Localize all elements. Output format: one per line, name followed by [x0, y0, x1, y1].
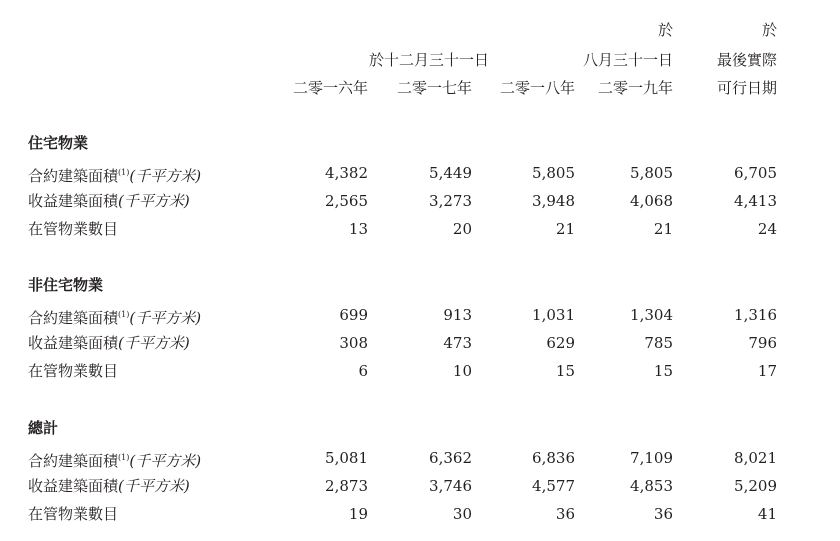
value-cell: 41: [757, 505, 777, 523]
value-cell: 15: [555, 362, 575, 380]
header-year-2019: 二零一九年: [597, 79, 673, 97]
value-cell: 6,705: [734, 164, 777, 182]
footnote-marker: (1): [118, 453, 130, 462]
row-label-text: 收益建築面積: [28, 477, 119, 495]
row-label: [28, 191, 190, 211]
row-label-text: 在管物業數目: [28, 505, 119, 523]
value-cell: 3,746: [429, 477, 472, 495]
row-label: [28, 333, 190, 353]
value-cell: 629: [546, 334, 575, 352]
value-cell: 36: [653, 505, 673, 523]
value-cell: 30: [452, 505, 472, 523]
row-label-text: 在管物業數目: [28, 362, 119, 380]
value-cell: 24: [757, 220, 777, 238]
value-cell: 5,805: [630, 164, 673, 182]
value-cell: 913: [443, 306, 472, 324]
value-cell: 1,304: [630, 306, 673, 324]
header-dec31-span: 於十二月三十一日: [368, 51, 489, 69]
value-cell: 36: [555, 505, 575, 523]
header-year-2017: 二零一七年: [396, 79, 472, 97]
value-cell: 3,948: [532, 192, 575, 210]
value-cell: 6: [358, 362, 368, 380]
value-cell: 1,031: [532, 306, 575, 324]
row-label: [28, 163, 201, 186]
row-unit: (千平方米): [118, 334, 190, 352]
value-cell: 10: [452, 362, 472, 380]
row-label: [28, 504, 118, 524]
footnote-marker: (1): [118, 168, 130, 177]
value-cell: 4,382: [325, 164, 368, 182]
value-cell: 21: [555, 220, 575, 238]
value-cell: 4,577: [532, 477, 575, 495]
value-cell: 796: [748, 334, 777, 352]
value-cell: 5,209: [734, 477, 777, 495]
row-label-text: 收益建築面積: [28, 192, 119, 210]
header-latest-practicable-line2: 可行日期: [716, 79, 777, 97]
section-title: 住宅物業: [28, 134, 89, 152]
value-cell: 699: [339, 306, 368, 324]
header-aug31: 八月三十一日: [582, 51, 673, 69]
row-unit: (千平方米): [118, 192, 190, 210]
value-cell: 5,805: [532, 164, 575, 182]
row-unit: (千平方米): [129, 309, 202, 327]
row-label-text: 收益建築面積: [28, 334, 119, 352]
value-cell: 6,362: [429, 449, 472, 467]
header-at-label-col4: 於: [657, 21, 673, 39]
value-cell: 785: [644, 334, 673, 352]
value-cell: 13: [348, 220, 368, 238]
value-cell: 8,021: [734, 449, 777, 467]
row-label-text: 合約建築面積: [28, 167, 119, 185]
header-year-2018: 二零一八年: [499, 79, 575, 97]
value-cell: 21: [653, 220, 673, 238]
value-cell: 3,273: [429, 192, 472, 210]
value-cell: 4,853: [630, 477, 673, 495]
header-year-2016: 二零一六年: [292, 79, 368, 97]
value-cell: 1,316: [734, 306, 777, 324]
row-label: [28, 448, 201, 471]
value-cell: 20: [452, 220, 472, 238]
row-unit: (千平方米): [118, 477, 190, 495]
row-label-text: 在管物業數目: [28, 220, 119, 238]
header-latest-practicable-line1: 最後實際: [716, 51, 777, 69]
row-unit: (千平方米): [129, 452, 202, 470]
value-cell: 6,836: [532, 449, 575, 467]
value-cell: 308: [339, 334, 368, 352]
section-title: 非住宅物業: [28, 276, 104, 294]
value-cell: 4,068: [630, 192, 673, 210]
value-cell: 4,413: [734, 192, 777, 210]
value-cell: 2,565: [325, 192, 368, 210]
value-cell: 473: [443, 334, 472, 352]
section-title: 總計: [28, 419, 59, 437]
value-cell: 19: [348, 505, 368, 523]
value-cell: 5,081: [325, 449, 368, 467]
row-label: [28, 305, 201, 328]
value-cell: 15: [653, 362, 673, 380]
value-cell: 5,449: [429, 164, 472, 182]
value-cell: 7,109: [630, 449, 673, 467]
row-label-text: 合約建築面積: [28, 452, 119, 470]
value-cell: 17: [757, 362, 777, 380]
value-cell: 2,873: [325, 477, 368, 495]
row-label: [28, 476, 190, 496]
row-label: [28, 361, 118, 381]
row-label: [28, 219, 118, 239]
footnote-marker: (1): [118, 310, 130, 319]
row-unit: (千平方米): [129, 167, 202, 185]
row-label-text: 合約建築面積: [28, 309, 119, 327]
header-at-label-col5: 於: [761, 21, 777, 39]
